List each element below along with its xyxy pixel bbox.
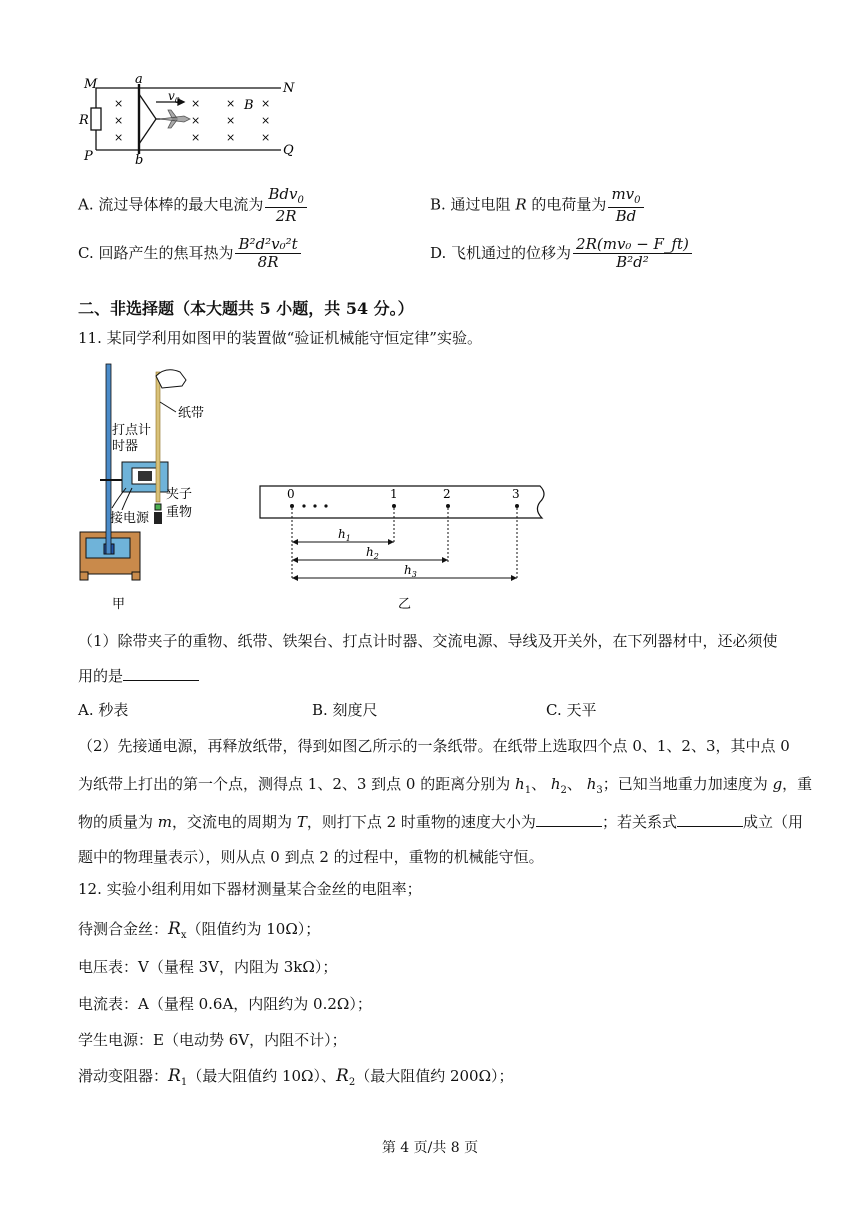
q11-option-c: C. 天平 — [546, 701, 597, 719]
answer-blank-1[interactable] — [123, 666, 199, 681]
q12-item-voltmeter: 电压表：V（量程 3V，内阻为 3kΩ）； — [78, 958, 338, 976]
svg-text:×: × — [261, 131, 271, 144]
q12-item-ammeter: 电流表：A（量程 0.6A，内阻约为 0.2Ω）； — [78, 995, 372, 1013]
answer-blank-3[interactable] — [677, 812, 743, 827]
q12-stem: 12. 实验小组利用如下器材测量某合金丝的电阻率； — [78, 880, 422, 898]
q12-item-wire: 待测合金丝：$R_x$（阻值约为 10Ω）； — [78, 919, 321, 941]
label-B: B — [244, 98, 254, 113]
label-Q: Q — [283, 143, 294, 158]
q11-option-a: A. 秒表 — [78, 701, 129, 719]
svg-text:×: × — [191, 131, 201, 144]
svg-text:×: × — [114, 97, 124, 110]
caption-yi: 乙 — [398, 597, 412, 612]
svg-text:×: × — [261, 97, 271, 110]
q10-option-c: C. 回路产生的焦耳热为 $\frac{\text{B²d²v₀²t}}{8R}$ — [78, 236, 303, 272]
rail-circuit-figure — [76, 74, 296, 166]
q11-stem: 11. 某同学利用如图甲的装置做“验证机械能守恒定律”实验。 — [78, 329, 482, 347]
point-1: 1 — [390, 487, 398, 501]
q12-item-rheostat: 滑动变阻器：$R_1$（最大阻值约 10Ω）、$R_2$（最大阻值约 200Ω）； — [78, 1066, 514, 1088]
q11-part2-line4: 题中的物理量表示），则从点 0 到点 2 的过程中，重物的机械能守恒。 — [78, 848, 544, 866]
q11-part2-line2: 为纸带上打出的第一个点，测得点 1、2、3 到点 0 的距离分别为 $h_1$、 $h_2$、 $h_3$；已知当地重力加速度为 g，重 — [78, 775, 813, 796]
answer-blank-2[interactable] — [536, 812, 602, 827]
label-paper: 纸带 — [178, 406, 205, 421]
q11-option-b: B. 刻度尺 — [312, 701, 378, 719]
q11-part2-line3: 物的质量为 m，交流电的周期为 T，则打下点 2 时重物的速度大小为 ；若关系式 成立（用 — [78, 813, 803, 831]
svg-text:×: × — [261, 114, 271, 127]
q11-part2-line1: （2）先接通电源，再释放纸带，得到如图乙所示的一条纸带。在纸带上选取四个点 0、1、2、3，其中点 0 — [78, 737, 790, 755]
q10-option-d: D. 飞机通过的位移为 $\frac{\text{2R(mv₀ − F\_ft)}}{\text{B²d²}}$ — [430, 236, 694, 272]
point-2: 2 — [443, 487, 451, 501]
svg-text:×: × — [226, 131, 236, 144]
label-timer-2: 时器 — [112, 439, 139, 454]
svg-text:×: × — [114, 114, 124, 127]
svg-text:×: × — [191, 114, 201, 127]
label-h2: $h_2$ — [366, 545, 379, 561]
q12-item-power: 学生电源：E（电动势 6V，内阻不计）； — [78, 1031, 347, 1049]
svg-text:×: × — [226, 114, 236, 127]
label-b: b — [135, 153, 144, 166]
apparatus-figure — [76, 362, 226, 612]
label-power: 接电源 — [110, 511, 150, 526]
q10-option-a: A. 流过导体棒的最大电流为 $\frac{Bdv_0}{2R}$ — [78, 186, 309, 225]
label-R: R — [79, 113, 89, 128]
label-a: a — [135, 74, 143, 87]
q11-part1-line1: （1）除带夹子的重物、纸带、铁架台、打点计时器、交流电源、导线及开关外，在下列器材中，还必须使 — [78, 632, 778, 650]
tape-figure — [258, 480, 558, 612]
label-M: M — [84, 77, 98, 92]
point-0: 0 — [287, 487, 295, 501]
svg-text:×: × — [191, 97, 201, 110]
q11-part1-line2: 用的是 — [78, 665, 199, 686]
caption-jia: 甲 — [112, 597, 126, 612]
label-N: N — [283, 81, 295, 96]
q10-option-b: B. 通过电阻 R 的电荷量为 $\frac{mv_0}{Bd}$ — [430, 186, 646, 225]
label-weight: 重物 — [166, 505, 193, 520]
section-heading: 二、非选择题（本大题共 5 小题，共 54 分。） — [78, 299, 414, 318]
label-v: $v_0$ — [168, 89, 180, 105]
svg-text:×: × — [114, 131, 124, 144]
label-P: P — [84, 149, 93, 164]
svg-text:×: × — [226, 97, 236, 110]
label-timer-1: 打点计 — [112, 423, 152, 438]
label-h1: $h_1$ — [338, 527, 351, 543]
page-footer: 第 4 页/共 8 页 — [381, 1140, 479, 1156]
label-h3: $h_3$ — [404, 563, 417, 579]
label-clip: 夹子 — [166, 487, 193, 502]
point-3: 3 — [512, 487, 520, 501]
